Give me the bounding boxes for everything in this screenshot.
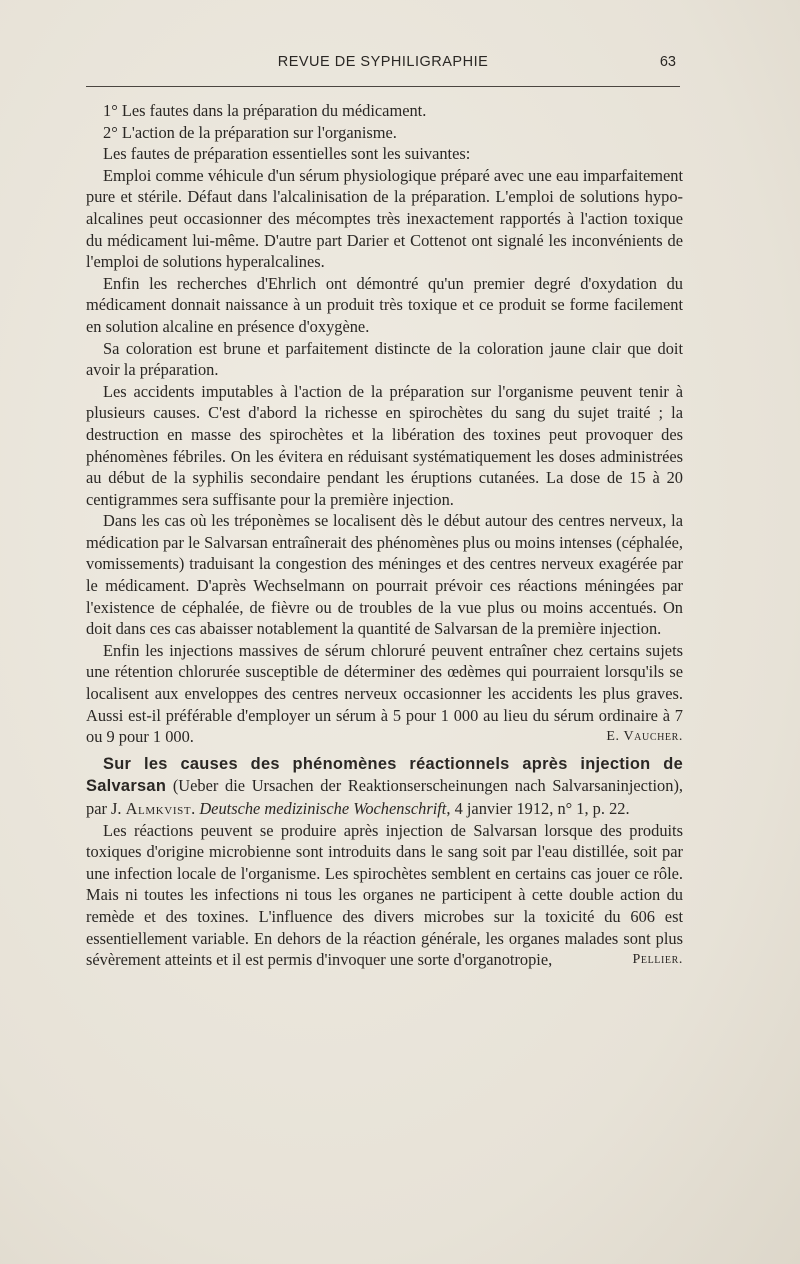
citation-author: Almkvist — [125, 799, 192, 818]
article-heading — [86, 753, 683, 820]
page-number: 63 — [659, 54, 676, 70]
paragraph: Emploi comme véhicule d'un sérum physiologique préparé avec une eau imparfaitement pure et stérile. Défaut dans l'alcalinisation de la préparation. L'emploi de solutions hypo-alcalines peut occasionner des mécomptes très inexactement rapportés à l'action toxique du médicament lui-même. D'autre part Darier et Cottenot ont signalé les inconvénients de l'emploi de solutions hyperalcalines. — [86, 165, 683, 272]
citation-details: , 4 janvier 1912, n° 1, p. 22. — [446, 799, 630, 818]
article-title: Sur les causes des phénomènes réactionnels après injection de Salvarsan — [86, 754, 683, 796]
paragraph-text: Enfin les injections massives de sérum chloruré peuvent entraîner chez certains sujets une rétention chlorurée susceptible de déterminer des œdèmes qui pourraient lorsqu'ils se localisent aux enveloppes des centres nerveux occasionner les accidents les plus graves. Aussi est-il préférable d'employer un sérum à 5 pour 1 000 au lieu du sérum ordinaire à 7 ou 9 pour 1 000. — [86, 640, 683, 747]
citation-text: (Ueber die Ursachen der Reaktionserscheinungen nach Salvarsaninjection), par J. — [86, 776, 683, 818]
paragraph: Les accidents imputables à l'action de la préparation sur l'organisme peuvent tenir à plusieurs causes. C'est d'abord la richesse en spirochètes du sang du sujet traité ; la destruction en masse des spirochètes et la libération des toxines peut provoquer des phénomènes fébriles. On les évitera en réduisant systématiquement les doses administrées au début de la syphilis secondaire pendant les éruptions cutanées. La dose de 15 à 20 centigrammes sera suffisante pour la première injection. — [86, 381, 683, 509]
header-rule — [86, 86, 680, 87]
journal-title: REVUE DE SYPHILIGRAPHIE — [277, 54, 489, 70]
body-text — [86, 100, 683, 971]
paragraph: Les fautes de préparation essentielles sont les suivantes: — [103, 144, 471, 164]
paragraph-with-signature — [86, 820, 683, 971]
paragraph-text: Les réactions peuvent se produire après injection de Salvarsan lorsque des produits toxiques d'origine microbienne sont introduits dans le sang soit par l'eau distillée, soit par une infection locale de l'organisme. Les spirochètes semblent en certains cas jouer ce rôle. Mais ni toutes les infections ni tous les organes ne participent à cette double action du remède et des toxines. L'influence des divers microbes sur la toxicité du 606 est essentiellement variable. En dehors de la réaction générale, les organes malades sont plus sévèrement atteints et il est permis d'invoquer une sorte d'organotropie, — [86, 820, 683, 970]
citation-separator: . — [191, 799, 200, 818]
paragraph: Dans les cas où les tréponèmes se localisent dès le début autour des centres nerveux, la médication par le Salvarsan entraînerait des phénomènes plus ou moins intenses (céphalée, vomissements) traduisant la congestion des méninges et des centres nerveux exagérée par le médicament. D'après Wechselmann on pourrait prévoir ces réactions méningées par l'existence de céphalée, de fièvre ou de troubles de la vue plus ou moins accentués. On doit dans ces cas abaisser notablement la quantité de Salvarsan de la première injection. — [86, 511, 683, 639]
author-signature: Pellier. — [632, 952, 683, 968]
paragraph-with-signature — [86, 640, 683, 748]
paragraph: 2° L'action de la préparation sur l'organisme. — [103, 122, 397, 142]
paragraph: 1° Les fautes dans la préparation du médicament. — [103, 101, 427, 120]
paragraph: Sa coloration est brune et parfaitement distincte de la coloration jaune clair que doit avoir la préparation. — [86, 338, 683, 380]
running-header — [86, 52, 680, 76]
citation-journal: Deutsche medizinische Wochenschrift — [199, 799, 447, 818]
author-signature: E. Vaucher. — [606, 729, 683, 745]
paragraph: Enfin les recherches d'Ehrlich ont démontré qu'un premier degré d'oxydation du médicament donnait naissance à un produit très toxique et ce produit se forme facilement en solution alcaline en présence d'oxygène. — [86, 273, 683, 336]
